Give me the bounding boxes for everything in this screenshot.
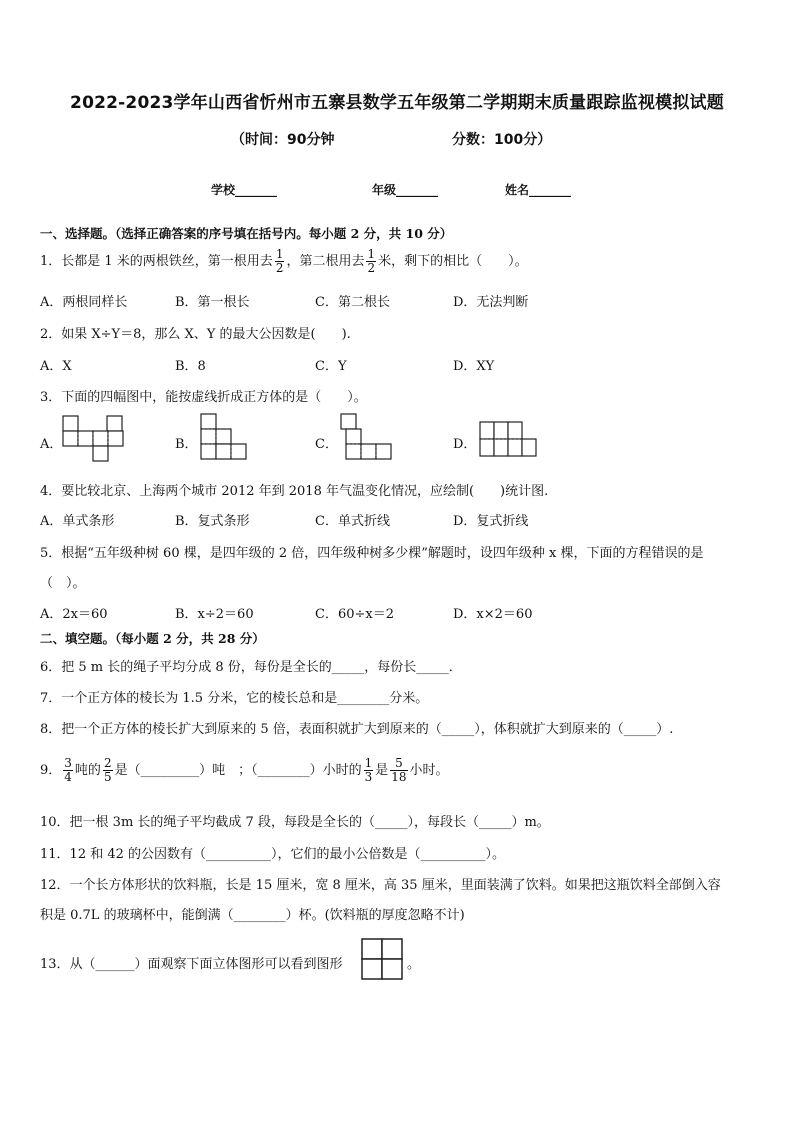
q9-prefix: 9．	[40, 763, 62, 778]
section-choice-heading: 一、选择题。（选择正确答案的序号填在括号内。每小题 2 分，共 10 分）	[40, 226, 453, 241]
question-12-line-1: 12．一个长方体形状的饮料瓶，长是 15 厘米，宽 8 厘米，高 35 厘米，里面装满了饮料。如果把这瓶饮料全部倒入容	[40, 878, 721, 893]
cube-net-a	[62, 415, 124, 465]
q9-text-b: 是（_________）吨 ；（________）小时的	[114, 763, 362, 778]
q9-text-c: 是	[375, 763, 389, 778]
view-grid-figure	[361, 938, 403, 980]
cube-net-d	[479, 421, 539, 459]
question-6: 6．把 5 m 长的绳子平均分成 8 份，每份是全长的_____，每份长_____．	[40, 660, 462, 675]
q1-text-b: ，第二根用去	[286, 254, 365, 269]
q13-text-a: 13．从（______）面观察下面立体图形可以看到图形	[40, 957, 343, 972]
school-field: 学校_______	[211, 183, 278, 197]
question-11: 11．12 和 42 的公因数有（__________），它们的最小公倍数是（__________）。	[40, 847, 506, 862]
score-label: 分数：100分）	[452, 132, 552, 148]
q13-text-b: 。	[407, 957, 421, 972]
q1-text-c: 米，剩下的相比（ ）。	[378, 254, 528, 269]
q4-option-a: A．单式条形	[40, 514, 115, 529]
q5-option-c: C．60÷x＝2	[315, 607, 394, 622]
q3-option-a: A．	[40, 437, 63, 452]
name-field: 姓名_______	[505, 183, 572, 197]
q5-option-b: B．x÷2＝60	[175, 607, 254, 622]
q9-text-d: 小时。	[409, 763, 449, 778]
question-5-line-1: 5．根据“五年级种树 60 棵，是四年级的 2 倍，四年级种树多少棵”解题时，设四年级种 x 棵，下面的方程错误的是	[40, 546, 704, 561]
q4-option-b: B．复式条形	[175, 514, 250, 529]
fraction: $\frac{5}{18}$	[391, 756, 407, 784]
q9-text-a: 吨的	[74, 763, 101, 778]
cube-net-b	[200, 413, 248, 465]
fraction: $\frac{3}{4}$	[64, 756, 72, 784]
question-1	[40, 242, 528, 282]
question-8: 8．把一个正方体的棱长扩大到原来的 5 倍，表面积就扩大到原来的（_____），体积就扩大到原来的（_____）.	[40, 722, 674, 737]
question-4: 4．要比较北京、上海两个城市 2012 年到 2018 年气温变化情况，应绘制( )统计图.	[40, 484, 549, 499]
q5-option-d: D．x×2＝60	[453, 607, 533, 622]
q1-option-b: B．第一根长	[175, 295, 250, 310]
question-5-line-2: （ ）。	[40, 576, 86, 591]
q3-option-d: D．	[453, 437, 477, 452]
q3-option-c: C．	[315, 437, 338, 452]
q1-option-a: A．两根同样长	[40, 295, 128, 310]
cube-net-c	[340, 413, 394, 465]
question-2: 2．如果 X÷Y＝8，那么 X、Y 的最大公因数是( ).	[40, 327, 351, 342]
fraction: $\frac{1}{2}$	[367, 247, 376, 275]
question-10: 10．把一根 3m 长的绳子平均截成 7 段，每段是全长的（_____），每段长（_____）m。	[40, 815, 550, 830]
section-fill-heading: 二、填空题。（每小题 2 分，共 28 分）	[40, 631, 265, 646]
time-label: （时间：90分钟	[231, 132, 335, 148]
grade-field: 年级_______	[372, 183, 439, 197]
q3-option-b: B．	[175, 437, 198, 452]
q4-option-d: D．复式折线	[453, 514, 529, 529]
q1-option-d: D．无法判断	[453, 295, 529, 310]
fraction: $\frac{1}{2}$	[275, 247, 284, 275]
q2-option-b: B．8	[175, 359, 206, 374]
question-13	[40, 953, 343, 972]
q2-option-c: C．Y	[315, 359, 347, 374]
question-3: 3．下面的四幅图中，能按虚线折成正方体的是（ ）。	[40, 390, 367, 405]
page-title: 2022-2023学年山西省忻州市五寨县数学五年级第二学期期末质量跟踪监视模拟试题	[70, 93, 724, 113]
q4-option-c: C．单式折线	[315, 514, 390, 529]
q5-option-a: A．2x＝60	[40, 607, 108, 622]
q1-text-a: 1．长都是 1 米的两根铁丝，第一根用去	[40, 254, 273, 269]
q2-option-a: A．X	[40, 359, 72, 374]
q1-option-c: C．第二根长	[315, 295, 390, 310]
fraction: $\frac{2}{5}$	[103, 756, 112, 784]
question-9	[40, 749, 449, 793]
question-12-line-2: 积是 0.7L 的玻璃杯中，能倒满（________）杯。(饮料瓶的厚度忽略不计)	[40, 908, 465, 923]
question-7: 7．一个正方体的棱长为 1.5 分米，它的棱长总和是________分米。	[40, 691, 429, 706]
q2-option-d: D．XY	[453, 359, 495, 374]
fraction: $\frac{1}{3}$	[364, 756, 373, 784]
